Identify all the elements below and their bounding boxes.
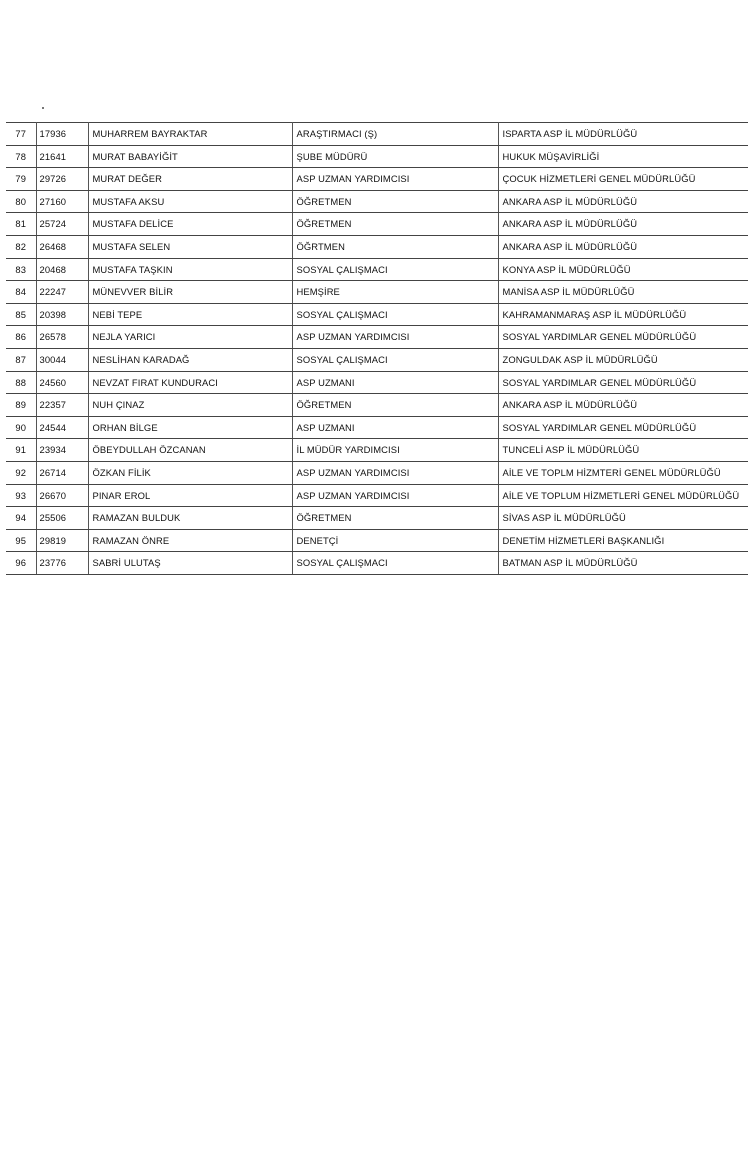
table-row bbox=[6, 281, 748, 304]
table-row bbox=[6, 168, 748, 191]
table-row bbox=[6, 348, 748, 371]
row-number: 89 bbox=[6, 394, 36, 417]
unit-name: KONYA ASP İL MÜDÜRLÜĞÜ bbox=[498, 258, 748, 281]
row-number: 94 bbox=[6, 507, 36, 530]
job-title: ÖĞRTMEN bbox=[292, 235, 498, 258]
registry-number: 29819 bbox=[36, 529, 88, 552]
unit-name: ANKARA ASP İL MÜDÜRLÜĞÜ bbox=[498, 235, 748, 258]
registry-number: 23776 bbox=[36, 552, 88, 575]
unit-name: SOSYAL YARDIMLAR GENEL MÜDÜRLÜĞÜ bbox=[498, 416, 748, 439]
job-title: HEMŞİRE bbox=[292, 281, 498, 304]
table-row bbox=[6, 439, 748, 462]
job-title: ASP UZMAN YARDIMCISI bbox=[292, 168, 498, 191]
table-row bbox=[6, 371, 748, 394]
job-title: ÖĞRETMEN bbox=[292, 507, 498, 530]
row-number: 95 bbox=[6, 529, 36, 552]
job-title: ASP UZMAN YARDIMCISI bbox=[292, 326, 498, 349]
registry-number: 26670 bbox=[36, 484, 88, 507]
person-name: MURAT BABAYİĞİT bbox=[88, 145, 292, 168]
table-row bbox=[6, 190, 748, 213]
person-name: ORHAN BİLGE bbox=[88, 416, 292, 439]
unit-name: AİLE VE TOPLUM HİZMETLERİ GENEL MÜDÜRLÜĞÜ bbox=[498, 484, 748, 507]
table-row bbox=[6, 303, 748, 326]
job-title: SOSYAL ÇALIŞMACI bbox=[292, 258, 498, 281]
registry-number: 26468 bbox=[36, 235, 88, 258]
table-row bbox=[6, 235, 748, 258]
person-name: ÖZKAN FİLİK bbox=[88, 461, 292, 484]
person-name: NUH ÇINAZ bbox=[88, 394, 292, 417]
unit-name: MANİSA ASP İL MÜDÜRLÜĞÜ bbox=[498, 281, 748, 304]
row-number: 92 bbox=[6, 461, 36, 484]
table-row bbox=[6, 484, 748, 507]
table-row bbox=[6, 258, 748, 281]
row-number: 86 bbox=[6, 326, 36, 349]
table-row bbox=[6, 145, 748, 168]
row-number: 79 bbox=[6, 168, 36, 191]
person-name: NESLİHAN KARADAĞ bbox=[88, 348, 292, 371]
row-number: 83 bbox=[6, 258, 36, 281]
person-name: RAMAZAN BULDUK bbox=[88, 507, 292, 530]
row-number: 96 bbox=[6, 552, 36, 575]
job-title: SOSYAL ÇALIŞMACI bbox=[292, 303, 498, 326]
table-row bbox=[6, 326, 748, 349]
job-title: ŞUBE MÜDÜRÜ bbox=[292, 145, 498, 168]
unit-name: SİVAS ASP İL MÜDÜRLÜĞÜ bbox=[498, 507, 748, 530]
job-title: İL MÜDÜR YARDIMCISI bbox=[292, 439, 498, 462]
unit-name: SOSYAL YARDIMLAR GENEL MÜDÜRLÜĞÜ bbox=[498, 371, 748, 394]
job-title: SOSYAL ÇALIŞMACI bbox=[292, 552, 498, 575]
table-row bbox=[6, 213, 748, 236]
unit-name: ISPARTA ASP İL MÜDÜRLÜĞÜ bbox=[498, 123, 748, 146]
registry-number: 25506 bbox=[36, 507, 88, 530]
registry-number: 25724 bbox=[36, 213, 88, 236]
person-name: NEBİ TEPE bbox=[88, 303, 292, 326]
person-name: MUSTAFA AKSU bbox=[88, 190, 292, 213]
job-title: ÖĞRETMEN bbox=[292, 394, 498, 417]
table-row bbox=[6, 416, 748, 439]
table-row bbox=[6, 552, 748, 575]
row-number: 87 bbox=[6, 348, 36, 371]
table-row bbox=[6, 123, 748, 146]
registry-number: 20468 bbox=[36, 258, 88, 281]
registry-number: 27160 bbox=[36, 190, 88, 213]
person-name: PINAR EROL bbox=[88, 484, 292, 507]
unit-name: HUKUK MÜŞAVİRLİĞİ bbox=[498, 145, 748, 168]
job-title: ARAŞTIRMACI (Ş) bbox=[292, 123, 498, 146]
person-name: RAMAZAN ÖNRE bbox=[88, 529, 292, 552]
registry-number: 21641 bbox=[36, 145, 88, 168]
row-number: 78 bbox=[6, 145, 36, 168]
registry-number: 29726 bbox=[36, 168, 88, 191]
job-title: ASP UZMANI bbox=[292, 416, 498, 439]
row-number: 88 bbox=[6, 371, 36, 394]
registry-number: 22357 bbox=[36, 394, 88, 417]
person-name: NEJLA YARICI bbox=[88, 326, 292, 349]
job-title: ÖĞRETMEN bbox=[292, 190, 498, 213]
registry-number: 23934 bbox=[36, 439, 88, 462]
row-number: 91 bbox=[6, 439, 36, 462]
registry-number: 24560 bbox=[36, 371, 88, 394]
row-number: 81 bbox=[6, 213, 36, 236]
person-name: MURAT DEĞER bbox=[88, 168, 292, 191]
registry-number: 26714 bbox=[36, 461, 88, 484]
row-number: 85 bbox=[6, 303, 36, 326]
personnel-table bbox=[6, 122, 748, 575]
unit-name: KAHRAMANMARAŞ ASP İL MÜDÜRLÜĞÜ bbox=[498, 303, 748, 326]
registry-number: 30044 bbox=[36, 348, 88, 371]
unit-name: SOSYAL YARDIMLAR GENEL MÜDÜRLÜĞÜ bbox=[498, 326, 748, 349]
table-row bbox=[6, 461, 748, 484]
job-title: ASP UZMAN YARDIMCISI bbox=[292, 484, 498, 507]
unit-name: ANKARA ASP İL MÜDÜRLÜĞÜ bbox=[498, 213, 748, 236]
person-name: MUSTAFA SELEN bbox=[88, 235, 292, 258]
person-name: MÜNEVVER BİLİR bbox=[88, 281, 292, 304]
person-name: SABRİ ULUTAŞ bbox=[88, 552, 292, 575]
registry-number: 22247 bbox=[36, 281, 88, 304]
table-row bbox=[6, 529, 748, 552]
job-title: SOSYAL ÇALIŞMACI bbox=[292, 348, 498, 371]
person-name: ÖBEYDULLAH ÖZCANAN bbox=[88, 439, 292, 462]
unit-name: AİLE VE TOPLM HİZMTERİ GENEL MÜDÜRLÜĞÜ bbox=[498, 461, 748, 484]
unit-name: ZONGULDAK ASP İL MÜDÜRLÜĞÜ bbox=[498, 348, 748, 371]
job-title: DENETÇİ bbox=[292, 529, 498, 552]
job-title: ÖĞRETMEN bbox=[292, 213, 498, 236]
row-number: 93 bbox=[6, 484, 36, 507]
person-name: MUHARREM BAYRAKTAR bbox=[88, 123, 292, 146]
personnel-table-body bbox=[6, 123, 748, 575]
person-name: MUSTAFA DELİCE bbox=[88, 213, 292, 236]
unit-name: ANKARA ASP İL MÜDÜRLÜĞÜ bbox=[498, 394, 748, 417]
registry-number: 24544 bbox=[36, 416, 88, 439]
person-name: NEVZAT FIRAT KUNDURACI bbox=[88, 371, 292, 394]
scan-speck bbox=[42, 107, 44, 109]
person-name: MUSTAFA TAŞKIN bbox=[88, 258, 292, 281]
unit-name: TUNCELİ ASP İL MÜDÜRLÜĞÜ bbox=[498, 439, 748, 462]
unit-name: BATMAN ASP İL MÜDÜRLÜĞÜ bbox=[498, 552, 748, 575]
job-title: ASP UZMANI bbox=[292, 371, 498, 394]
unit-name: ÇOCUK HİZMETLERİ GENEL MÜDÜRLÜĞÜ bbox=[498, 168, 748, 191]
table-row bbox=[6, 507, 748, 530]
row-number: 90 bbox=[6, 416, 36, 439]
registry-number: 26578 bbox=[36, 326, 88, 349]
registry-number: 17936 bbox=[36, 123, 88, 146]
job-title: ASP UZMAN YARDIMCISI bbox=[292, 461, 498, 484]
row-number: 80 bbox=[6, 190, 36, 213]
unit-name: DENETİM HİZMETLERİ BAŞKANLIĞI bbox=[498, 529, 748, 552]
row-number: 77 bbox=[6, 123, 36, 146]
row-number: 84 bbox=[6, 281, 36, 304]
row-number: 82 bbox=[6, 235, 36, 258]
unit-name: ANKARA ASP İL MÜDÜRLÜĞÜ bbox=[498, 190, 748, 213]
registry-number: 20398 bbox=[36, 303, 88, 326]
table-row bbox=[6, 394, 748, 417]
